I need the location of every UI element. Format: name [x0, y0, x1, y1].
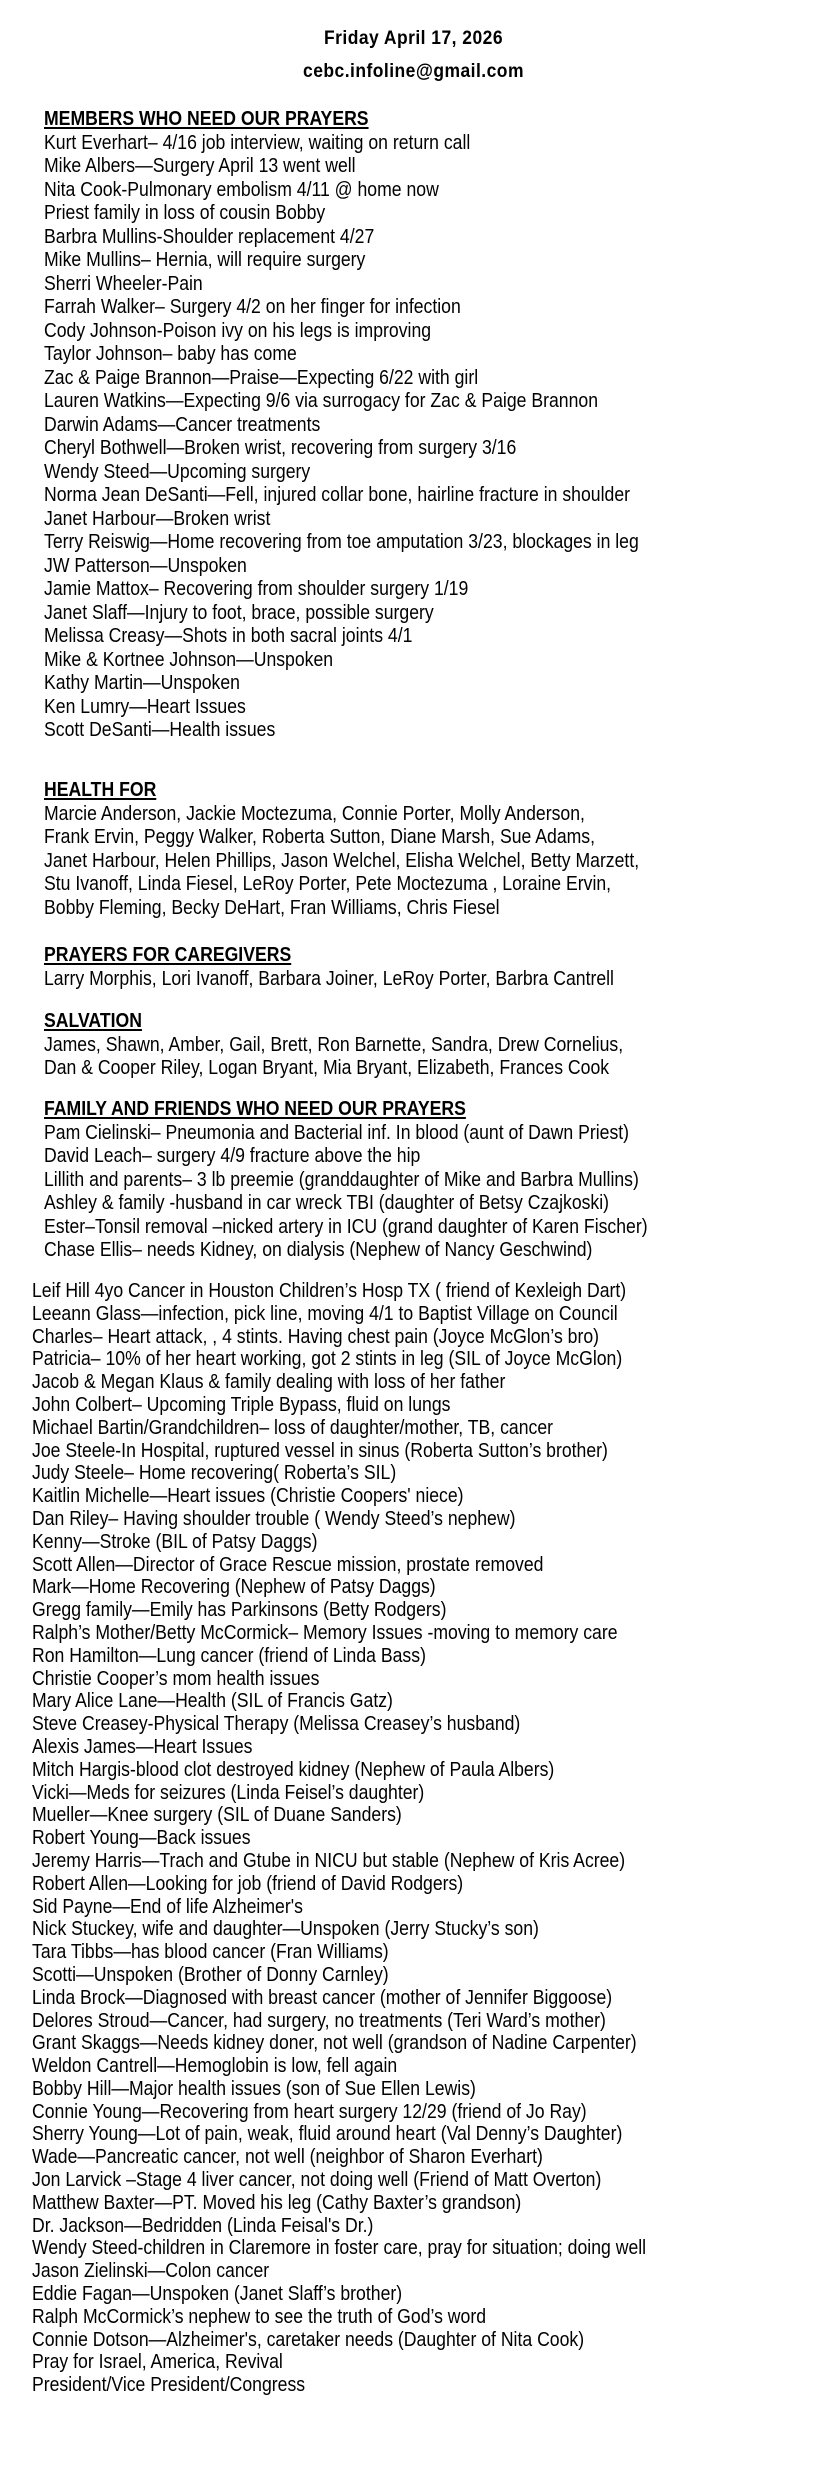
salvation-names-line: Dan & Cooper Riley, Logan Bryant, Mia Bryant, Elizabeth, Frances Cook: [44, 1056, 610, 1079]
additional-prayer-item: Ralph McCormick’s nephew to see the truth of God’s word: [32, 2304, 487, 2328]
member-prayer-item: Janet Slaff—Injury to foot, brace, possible surgery: [44, 600, 434, 624]
bulletin-date: Friday April 17, 2026: [323, 28, 504, 49]
additional-prayer-item: Jon Larvick –Stage 4 liver cancer, not doing well (Friend of Matt Overton): [32, 2168, 602, 2192]
additional-prayer-item: Steve Creasey-Physical Therapy (Melissa Creasey’s husband): [32, 1712, 521, 1736]
additional-prayer-item: Gregg family—Emily has Parkinsons (Betty Rodgers): [32, 1598, 447, 1622]
caregivers-names-line: Larry Morphis, Lori Ivanoff, Barbara Joiner, LeRoy Porter, Barbra Cantrell: [44, 966, 614, 990]
member-prayer-item: Nita Cook-Pulmonary embolism 4/11 @ home now: [44, 177, 439, 201]
additional-prayer-item: Delores Stroud—Cancer, had surgery, no treatments (Teri Ward’s mother): [32, 2008, 606, 2032]
additional-prayer-item: Sherry Young—Lot of pain, weak, fluid around heart (Val Denny’s Daughter): [32, 2122, 623, 2146]
health-section: [44, 778, 824, 919]
health-names-line: Janet Harbour, Helen Phillips, Jason Welchel, Elisha Welchel, Betty Marzett,: [44, 848, 640, 872]
salvation-section: [44, 1009, 824, 1080]
additional-prayer-item: Scotti—Unspoken (Brother of Donny Carnley): [32, 1962, 389, 1986]
member-prayer-item: Ken Lumry—Heart Issues: [44, 694, 246, 718]
member-prayer-item: Scott DeSanti—Health issues: [44, 718, 276, 741]
additional-prayer-item: Sid Payne—End of life Alzheimer's: [32, 1894, 303, 1918]
salvation-names-line: James, Shawn, Amber, Gail, Brett, Ron Barnette, Sandra, Drew Cornelius,: [44, 1032, 624, 1056]
additional-prayer-item: Jacob & Megan Klaus & family dealing with loss of her father: [32, 1370, 506, 1394]
member-prayer-item: Kurt Everhart– 4/16 job interview, waiting on return call: [44, 130, 471, 154]
caregivers-names: [44, 967, 824, 991]
health-names-line: Stu Ivanoff, Linda Fiesel, LeRoy Porter, Pete Moctezuma , Loraine Ervin,: [44, 872, 612, 895]
members-title: MEMBERS WHO NEED OUR PRAYERS: [44, 107, 369, 130]
member-prayer-item: Jamie Mattox– Recovering from shoulder surgery 1/19: [44, 577, 469, 600]
additional-prayer-item: Ron Hamilton—Lung cancer (friend of Linda Bass): [32, 1643, 426, 1667]
additional-prayer-item: Robert Young—Back issues: [32, 1826, 251, 1850]
contact-email: cebc.infoline@gmail.com: [303, 61, 524, 82]
members-section: [44, 107, 824, 742]
page-header: [0, 22, 827, 88]
family-friends-section: [44, 1097, 824, 1262]
health-names-line: Frank Ervin, Peggy Walker, Roberta Sutton, Diane Marsh, Sue Adams,: [44, 825, 596, 848]
member-prayer-item: Cody Johnson-Poison ivy on his legs is improving: [44, 318, 432, 342]
member-prayer-item: Melissa Creasy—Shots in both sacral joints 4/1: [44, 624, 413, 647]
additional-prayer-item: Christie Cooper’s mom health issues: [32, 1666, 320, 1690]
member-prayer-item: Farrah Walker– Surgery 4/2 on her finger for infection: [44, 295, 461, 318]
member-prayer-item: Mike Albers—Surgery April 13 went well: [44, 154, 356, 177]
additional-prayer-item: Leeann Glass—infection, pick line, moving 4/1 to Baptist Village on Council: [32, 1301, 618, 1325]
additional-prayer-item: Vicki—Meds for seizures (Linda Feisel’s daughter): [32, 1780, 425, 1804]
members-list: [44, 131, 824, 742]
additional-prayer-item: Eddie Fagan—Unspoken (Janet Slaff’s brother): [32, 2282, 403, 2306]
additional-prayer-item: President/Vice President/Congress: [32, 2373, 306, 2397]
family-friends-list: [44, 1121, 824, 1262]
additional-prayer-item: Mueller—Knee surgery (SIL of Duane Sanders): [32, 1803, 402, 1827]
additional-prayer-item: Jason Zielinski—Colon cancer: [32, 2259, 270, 2283]
additional-prayer-item: Mark—Home Recovering (Nephew of Patsy Daggs): [32, 1575, 436, 1599]
family-friend-prayer-item: Ashley & family -husband in car wreck TBI (daughter of Betsy Czajkoski): [44, 1191, 610, 1214]
member-prayer-item: Terry Reiswig—Home recovering from toe amputation 3/23, blockages in leg: [44, 530, 639, 553]
additional-prayer-item: Matthew Baxter—PT. Moved his leg (Cathy Baxter’s grandson): [32, 2190, 522, 2214]
additional-prayer-item: Tara Tibbs—has blood cancer (Fran Williams): [32, 1940, 389, 1964]
additional-prayer-item: John Colbert– Upcoming Triple Bypass, fluid on lungs: [32, 1392, 451, 1416]
family-friend-prayer-item: David Leach– surgery 4/9 fracture above the hip: [44, 1144, 421, 1167]
additional-prayer-item: Dan Riley– Having shoulder trouble ( Wendy Steed’s nephew): [32, 1506, 516, 1530]
additional-prayer-item: Linda Brock—Diagnosed with breast cancer (mother of Jennifer Biggoose): [32, 1985, 613, 2009]
member-prayer-item: Wendy Steed—Upcoming surgery: [44, 459, 311, 483]
caregivers-title: PRAYERS FOR CAREGIVERS: [44, 943, 292, 966]
additional-prayer-item: Dr. Jackson—Bedridden (Linda Feisal's Dr.): [32, 2213, 374, 2237]
additional-requests-section: [32, 1280, 822, 2397]
additional-prayer-item: Robert Allen—Looking for job (friend of David Rodgers): [32, 1871, 464, 1895]
health-names: [44, 802, 824, 920]
additional-prayer-item: Connie Young—Recovering from heart surgery 12/29 (friend of Jo Ray): [32, 2099, 587, 2123]
member-prayer-item: JW Patterson—Unspoken: [44, 553, 247, 577]
additional-prayer-item: Mary Alice Lane—Health (SIL of Francis Gatz): [32, 1689, 393, 1713]
additional-prayer-item: Wendy Steed-children in Claremore in foster care, pray for situation; doing well: [32, 2236, 647, 2260]
member-prayer-item: Kathy Martin—Unspoken: [44, 671, 240, 694]
member-prayer-item: Cheryl Bothwell—Broken wrist, recovering from surgery 3/16: [44, 436, 517, 459]
additional-prayer-item: Joe Steele-In Hospital, ruptured vessel in sinus (Roberta Sutton’s brother): [32, 1438, 608, 1462]
family-friend-prayer-item: Pam Cielinski– Pneumonia and Bacterial inf. In blood (aunt of Dawn Priest): [44, 1120, 630, 1144]
health-title: HEALTH FOR: [44, 778, 157, 801]
salvation-title: SALVATION: [44, 1009, 142, 1032]
family-friend-prayer-item: Ester–Tonsil removal –nicked artery in ICU (grand daughter of Karen Fischer): [44, 1214, 648, 1238]
member-prayer-item: Darwin Adams—Cancer treatments: [44, 412, 321, 436]
additional-prayer-item: Bobby Hill—Major health issues (son of Sue Ellen Lewis): [32, 2076, 476, 2100]
additional-prayer-item: Nick Stuckey, wife and daughter—Unspoken (Jerry Stucky’s son): [32, 1917, 539, 1941]
additional-prayer-item: Mitch Hargis-blood clot destroyed kidney (Nephew of Paula Albers): [32, 1757, 555, 1781]
family-friend-prayer-item: Chase Ellis– needs Kidney, on dialysis (Nephew of Nancy Geschwind): [44, 1238, 593, 1261]
member-prayer-item: Taylor Johnson– baby has come: [44, 342, 297, 365]
additional-prayer-item: Pray for Israel, America, Revival: [32, 2350, 283, 2374]
additional-prayer-item: Patricia– 10% of her heart working, got 2 stints in leg (SIL of Joyce McGlon): [32, 1347, 623, 1371]
member-prayer-item: Mike & Kortnee Johnson—Unspoken: [44, 647, 334, 671]
member-prayer-item: Janet Harbour—Broken wrist: [44, 506, 271, 530]
additional-prayer-item: Jeremy Harris—Trach and Gtube in NICU but stable (Nephew of Kris Acree): [32, 1848, 626, 1872]
additional-prayer-item: Michael Bartin/Grandchildren– loss of daughter/mother, TB, cancer: [32, 1415, 554, 1439]
additional-prayer-item: Weldon Cantrell—Hemoglobin is low, fell again: [32, 2054, 398, 2078]
additional-prayer-item: Charles– Heart attack, , 4 stints. Having chest pain (Joyce McGlon’s bro): [32, 1324, 600, 1348]
additional-prayer-item: Leif Hill 4yo Cancer in Houston Children’s Hosp TX ( friend of Kexleigh Dart): [32, 1279, 627, 1302]
additional-prayer-item: Wade—Pancreatic cancer, not well (neighbor of Sharon Everhart): [32, 2145, 543, 2169]
additional-prayer-item: Grant Skaggs—Needs kidney doner, not well (grandson of Nadine Carpenter): [32, 2031, 637, 2055]
health-names-line: Marcie Anderson, Jackie Moctezuma, Connie Porter, Molly Anderson,: [44, 801, 585, 825]
salvation-names: [44, 1033, 824, 1080]
member-prayer-item: Lauren Watkins—Expecting 9/6 via surrogacy for Zac & Paige Brannon: [44, 389, 599, 412]
additional-prayer-item: Alexis James—Heart Issues: [32, 1734, 253, 1758]
member-prayer-item: Zac & Paige Brannon—Praise—Expecting 6/22 with girl: [44, 365, 479, 389]
additional-prayer-item: Judy Steele– Home recovering( Roberta’s SIL): [32, 1461, 397, 1485]
health-names-line: Bobby Fleming, Becky DeHart, Fran Williams, Chris Fiesel: [44, 895, 500, 919]
member-prayer-item: Mike Mullins– Hernia, will require surgery: [44, 248, 366, 271]
additional-prayer-item: Connie Dotson—Alzheimer's, caretaker needs (Daughter of Nita Cook): [32, 2327, 585, 2351]
member-prayer-item: Norma Jean DeSanti—Fell, injured collar bone, hairline fracture in shoulder: [44, 483, 631, 506]
additional-prayer-item: Kaitlin Michelle—Heart issues (Christie Coopers' niece): [32, 1484, 464, 1508]
additional-prayer-item: Kenny—Stroke (BIL of Patsy Daggs): [32, 1529, 318, 1553]
additional-prayer-item: Ralph’s Mother/Betty McCormick– Memory Issues -moving to memory care: [32, 1620, 618, 1644]
caregivers-section: [44, 943, 824, 990]
additional-prayer-item: Scott Allen—Director of Grace Rescue mission, prostate removed: [32, 1552, 544, 1576]
family-friends-title: FAMILY AND FRIENDS WHO NEED OUR PRAYERS: [44, 1097, 466, 1120]
member-prayer-item: Barbra Mullins-Shoulder replacement 4/27: [44, 224, 375, 248]
member-prayer-item: Priest family in loss of cousin Bobby: [44, 201, 326, 224]
additional-requests-list: [32, 1280, 822, 2397]
member-prayer-item: Sherri Wheeler-Pain: [44, 271, 203, 295]
family-friend-prayer-item: Lillith and parents– 3 lb preemie (granddaughter of Mike and Barbra Mullins): [44, 1167, 639, 1191]
